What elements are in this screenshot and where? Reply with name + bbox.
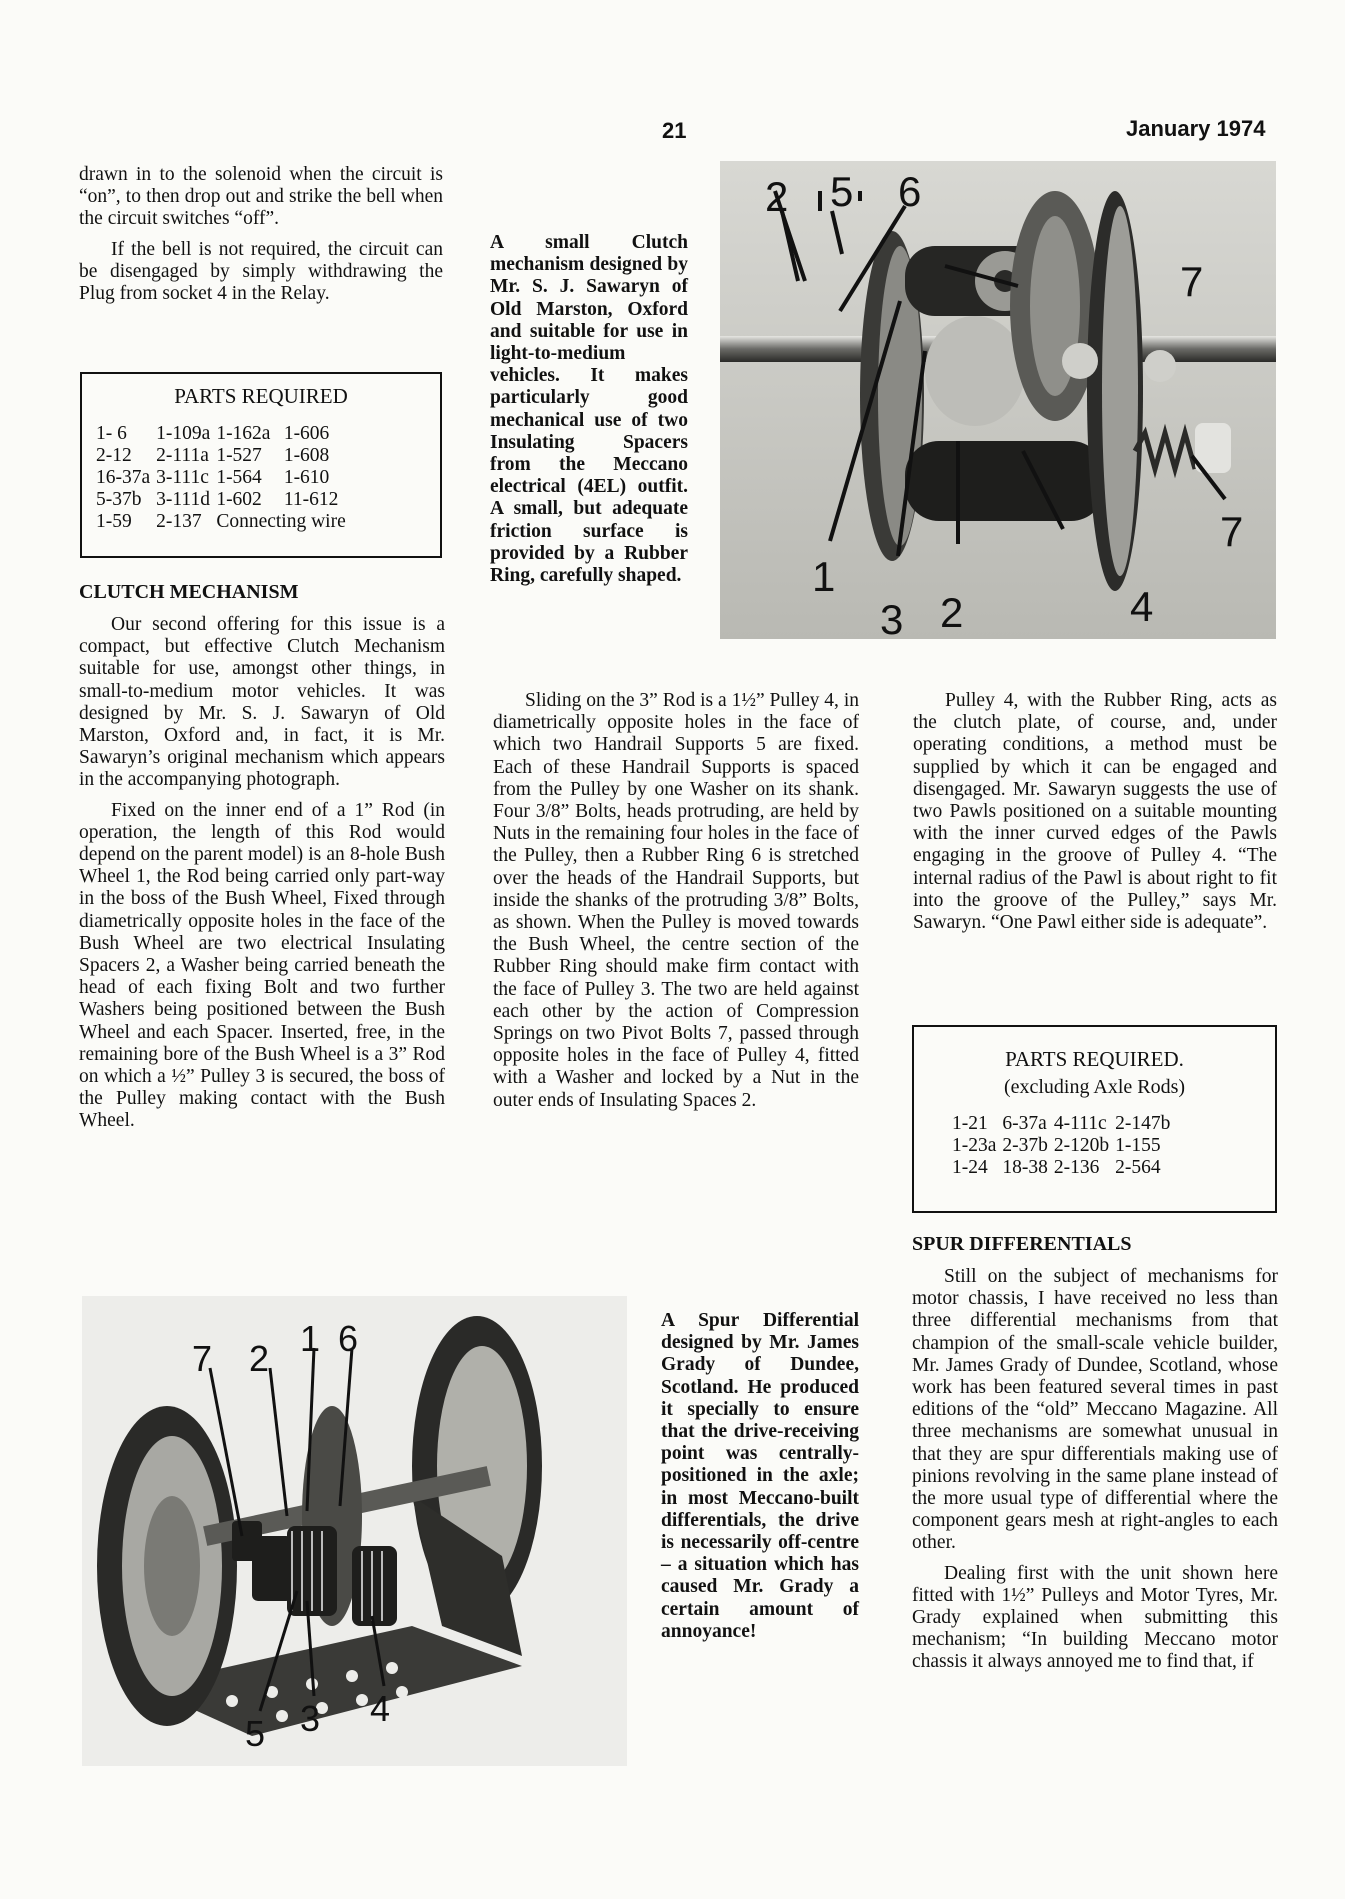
table-cell: 5-37b	[96, 489, 142, 510]
table-cell: 1-109a	[156, 423, 211, 444]
table-cell: 18-38	[1002, 1157, 1048, 1178]
col1-clutch-p2: Fixed on the inner end of a 1” Rod (in operation, the length of this Rod would depend on the parent model) is an 8-hole Bush Wheel 1, the Rod being carried only part-way in the boss of the Bush Wheel, Fixed through diametrically opposite holes in the face of the Bush Wheel are two electrical Insulating Spacers 2, a Washer being carried beneath the head of each fixing Bolt and two further Washers being positioned between the Bush Wheel and each Spacer. Inserted, free, in the remaining bore of the Bush Wheel is a 3” Rod on which a ½” Pulley 3 is secured, the boss of the Pulley making contact with the Bush Wheel.	[79, 799, 445, 1132]
clutch-mechanism-photo	[720, 161, 1276, 639]
table-row	[96, 467, 352, 489]
clutch-label-7-top: 7	[1180, 258, 1204, 305]
spur-label-2: 2	[249, 1338, 270, 1379]
table-cell: 2-136	[1053, 1157, 1100, 1178]
col2-text	[493, 690, 859, 1120]
table-cell: 1-59	[96, 511, 132, 532]
clutch-photo-caption: A small Clutch mechanism designed by Mr. S. J. Sawaryn of Old Marston, Oxford and suitable for use in light-to-medium vehicles. It makes particularly good mechanical use of two Insulating Spacers from the Meccano electrical (4EL) outfit. A small, but adequate friction surface is provided by a Rubber Ring, carefully shaped.	[490, 232, 688, 587]
spur-photo-caption: A Spur Differential designed by Mr. James Grady of Dundee, Scotland. He produced it specially to ensure that the drive-receiving point was centrally-positioned in the axle; in most Meccano-built differentials, the drive is necessarily off-centre – a situation which has caused Mr. Grady a certain amount of annoyance!	[661, 1310, 859, 1642]
table-cell: 3-111c	[156, 467, 209, 488]
clutch-mechanism-heading: CLUTCH MECHANISM	[79, 581, 299, 603]
parts-box-2-title: PARTS REQUIRED.	[1005, 1047, 1184, 1071]
table-row	[952, 1113, 1176, 1135]
col1-intro-p2: If the bell is not required, the circuit can be disengaged by simply withdrawing the Plug from socket 4 in the Relay.	[79, 238, 443, 305]
col3-text	[913, 690, 1277, 942]
spur-differentials-heading: SPUR DIFFERENTIALS	[912, 1233, 1132, 1255]
table-row	[952, 1135, 1176, 1157]
col1-intro-p1: drawn in to the solenoid when the circuit is “on”, to then drop out and strike the bell when the circuit switches “off”.	[79, 164, 443, 230]
parts-required-box-2	[912, 1025, 1277, 1213]
parts-box-2-subtitle: (excluding Axle Rods)	[1003, 1076, 1186, 1098]
table-row	[96, 445, 352, 467]
col3-spur-text	[912, 1266, 1278, 1682]
table-row	[96, 489, 352, 511]
table-cell: 1-162a	[216, 423, 271, 444]
table-cell: 1-606	[283, 423, 330, 444]
clutch-label-1: 1	[812, 553, 836, 600]
table-cell: 2-137	[156, 511, 202, 532]
table-cell: 1-24	[952, 1157, 988, 1178]
spur-label-1: 1	[300, 1318, 321, 1359]
table-cell: 2-564	[1115, 1157, 1161, 1178]
clutch-label-3: 3	[880, 596, 904, 639]
spur-label-5: 5	[245, 1713, 266, 1754]
clutch-label-2-bottom: 2	[940, 589, 964, 636]
table-cell: 2-120b	[1053, 1135, 1110, 1156]
spur-photo-drawing	[82, 1296, 627, 1766]
table-cell: 1-608	[283, 445, 330, 466]
table-row	[952, 1157, 1176, 1179]
table-cell: 1-610	[283, 467, 330, 488]
table-cell: 11-612	[283, 489, 339, 510]
table-cell: 16-37a	[96, 467, 151, 488]
parts-box-2-table	[952, 1113, 1176, 1179]
table-cell: 1-23a	[952, 1135, 997, 1156]
table-cell: Connecting wire	[216, 511, 346, 532]
issue-date: January 1974	[1126, 116, 1266, 141]
table-cell: 3-111d	[156, 489, 210, 510]
spur-label-3: 3	[300, 1698, 321, 1739]
table-cell: 1-21	[952, 1113, 988, 1134]
table-cell: 1- 6	[96, 423, 127, 444]
spur-differential-photo	[82, 1296, 627, 1766]
table-cell: 1-155	[1115, 1135, 1161, 1156]
clutch-label-7-bottom: 7	[1220, 508, 1244, 555]
spur-label-4: 4	[370, 1688, 391, 1729]
table-cell: 4-111c	[1053, 1113, 1107, 1134]
col1-clutch-text	[79, 614, 445, 1141]
page-number: 21	[662, 118, 687, 143]
table-cell: 6-37a	[1002, 1113, 1047, 1134]
parts-box-1-title: PARTS REQUIRED	[174, 384, 348, 408]
col1-intro	[79, 164, 443, 313]
table-cell: 1-564	[216, 467, 262, 488]
col3-spur-p2: Dealing first with the unit shown here fitted with 1½” Pulleys and Motor Tyres, Mr. Grady explained when submitting this mechanism; “In building Meccano motor chassis it always annoyed me to find that, if	[912, 1562, 1278, 1673]
clutch-label-4: 4	[1130, 583, 1154, 630]
clutch-label-2-top: 2	[765, 173, 789, 220]
table-cell: 2-37b	[1002, 1135, 1048, 1156]
spur-label-7: 7	[192, 1338, 213, 1379]
table-cell: 1-602	[216, 489, 262, 510]
parts-required-box-1	[80, 372, 442, 558]
table-cell: 2-111a	[156, 445, 209, 466]
spur-label-6: 6	[338, 1318, 359, 1359]
col3-p1: Pulley 4, with the Rubber Ring, acts as the clutch plate, of course, and, under operating conditions, a method must be supplied by which it can be engaged and disengaged. Mr. Sawaryn suggests the use of two Pawls positioned on a suitable mounting with the inner curved edges of the Pawls engaging in the groove of Pulley 4. “The internal radius of the Pawl is about right to fit into the groove of the Pulley,” says Mr. Sawaryn. “One Pawl either side is adequate”.	[913, 690, 1277, 934]
table-cell: 2-12	[96, 445, 132, 466]
table-cell: 2-147b	[1115, 1113, 1171, 1134]
col3-spur-p1: Still on the subject of mechanisms for motor chassis, I have received no less than three differential mechanisms from that champion of the small-scale vehicle builder, Mr. James Grady of Dundee, Scotland, whose work has been featured several times in past editions of the “old” Meccano Magazine. All three mechanisms are somewhat unusual in that they are spur differentials making use of pinions revolving in the same plane instead of the more usual type of differential where the component gears mesh at right-angles to each other.	[912, 1266, 1278, 1554]
table-row	[96, 511, 352, 533]
parts-box-1-table	[96, 423, 352, 533]
table-row	[96, 423, 352, 445]
clutch-label-6: 6	[898, 168, 922, 215]
col1-clutch-p1: Our second offering for this issue is a compact, but effective Clutch Mechanism suitable for use, amongst other things, in small-to-medium motor vehicles. It was designed by Mr. S. J. Sawaryn of Old Marston, Oxford and, in fact, it is Mr. Sawaryn’s original mechanism which appears in the accompanying photograph.	[79, 614, 445, 791]
clutch-photo-drawing	[720, 161, 1276, 639]
col2-p1: Sliding on the 3” Rod is a 1½” Pulley 4, in diametrically opposite holes in the face of which two Handrail Supports 5 are fixed. Each of these Handrail Supports is spaced from the Pulley by one Washer on its shank. Four 3/8” Bolts, heads protruding, are held by Nuts in the remaining four holes in the face of the Pulley, then a Rubber Ring 6 is stretched over the heads of the Handrail Supports, but inside the shanks of the protruding 3/8” Bolts, as shown. When the Pulley is moved towards the Bush Wheel, the centre section of the Rubber Ring should make firm contact with the face of Pulley 3. The two are held against each other by the action of Compression Springs on two Pivot Bolts 7, passed through opposite holes in the face of Pulley 4, fitted with a Washer and locked by a Nut in the outer ends of Insulating Spaces 2.	[493, 690, 859, 1111]
clutch-label-5: 5	[830, 168, 854, 215]
table-cell: 1-527	[216, 445, 262, 466]
